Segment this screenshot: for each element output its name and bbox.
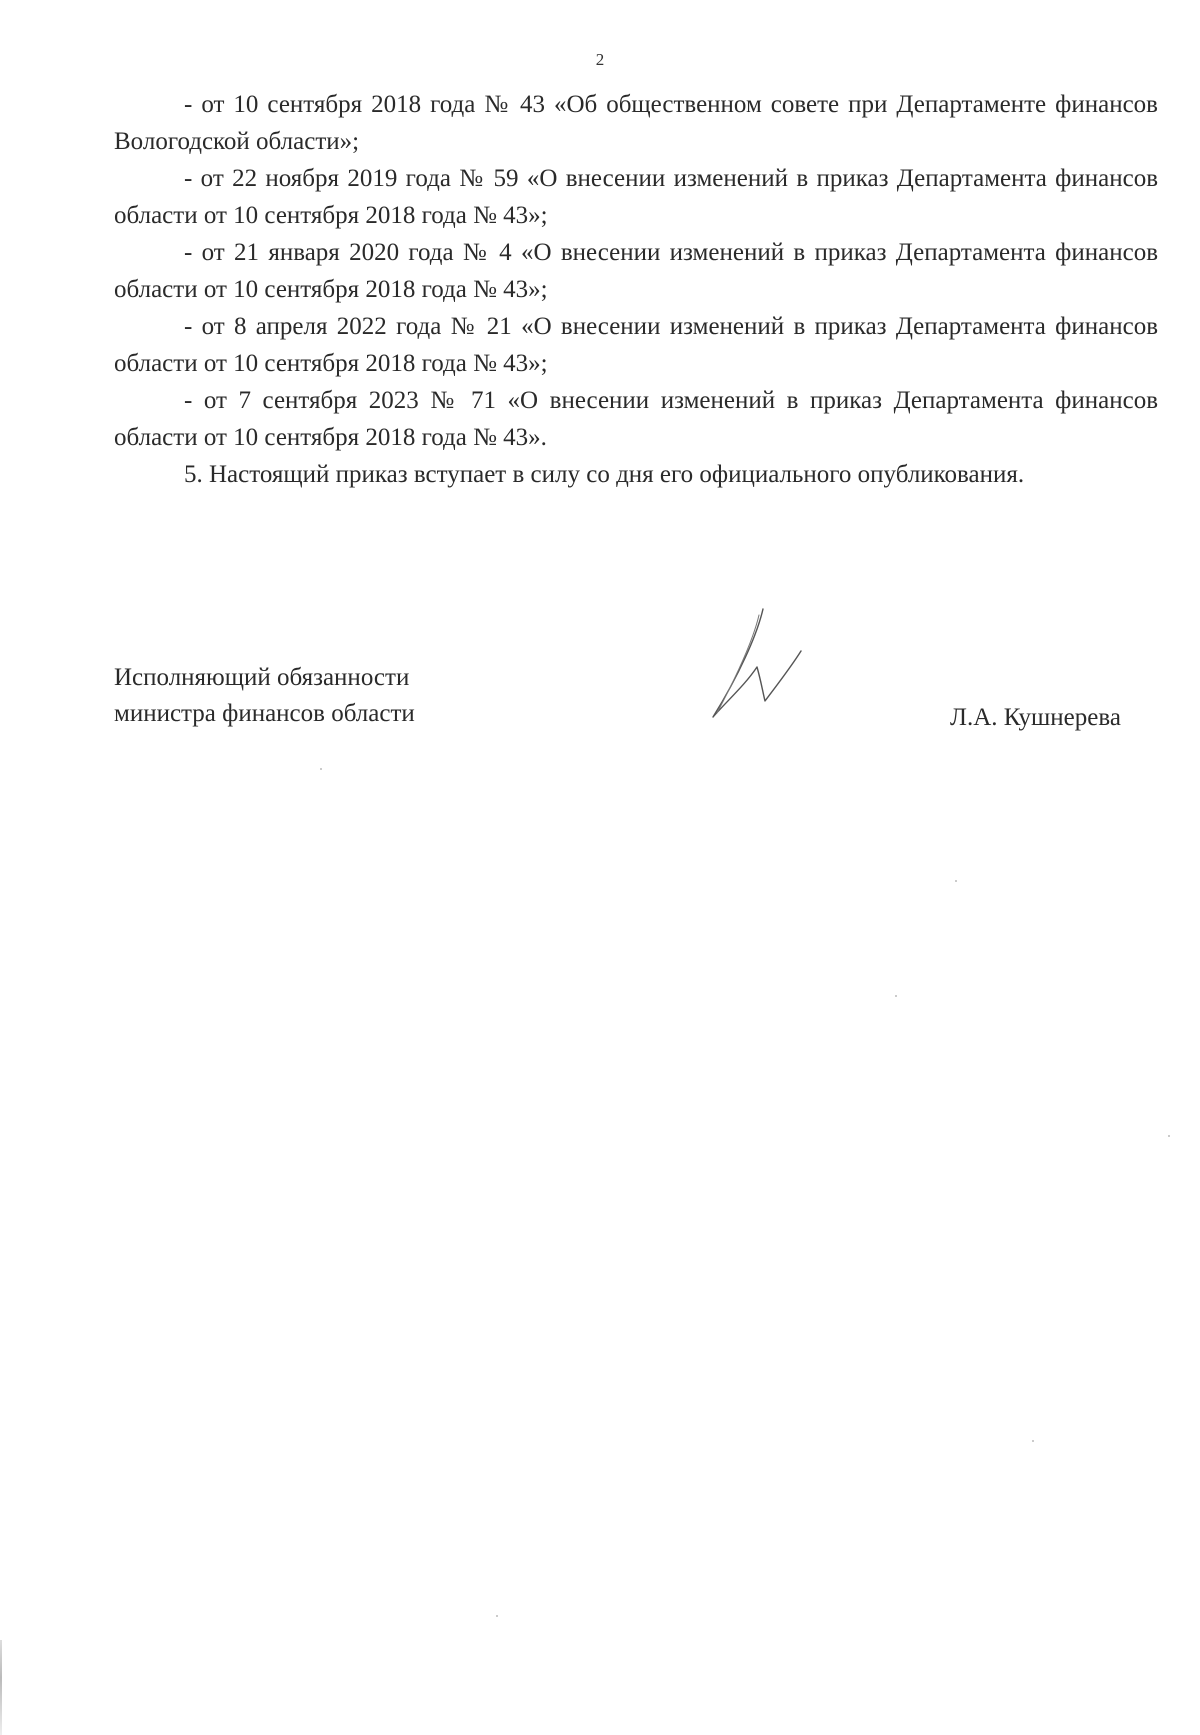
- paragraph-order-2022-21: - от 8 апреля 2022 года № 21 «О внесении изменений в приказ Департамента финансов области от 10 сентября 2018 года № 43»;: [114, 313, 1158, 377]
- paragraph-effective-date: 5. Настоящий приказ вступает в силу со дня его официального опубликования.: [184, 461, 1025, 488]
- scan-edge-mark: [0, 1640, 2, 1735]
- scan-speck: [320, 768, 322, 770]
- document-body: [114, 86, 1158, 493]
- signatory-position-line-2: министра финансов области: [114, 700, 415, 727]
- paragraph-order-2018-43: - от 10 сентября 2018 года № 43 «Об общественном совете при Департаменте финансов Вологодской области»;: [114, 91, 1158, 155]
- scan-speck: [1032, 1440, 1034, 1442]
- paragraph-order-2020-4: - от 21 января 2020 года № 4 «О внесении изменений в приказ Департамента финансов области от 10 сентября 2018 года № 43»;: [114, 239, 1158, 303]
- page-number: 2: [595, 50, 605, 69]
- signatory-position: [114, 660, 415, 732]
- scan-speck: [955, 880, 957, 882]
- signatory-name: Л.А. Кушнерева: [950, 704, 1121, 731]
- handwritten-signature-icon: [705, 605, 805, 725]
- paragraph-order-2023-71: - от 7 сентября 2023 № 71 «О внесении изменений в приказ Департамента финансов области от 10 сентября 2018 года № 43».: [114, 387, 1158, 451]
- scan-speck: [895, 995, 897, 997]
- scan-speck: [1168, 1135, 1170, 1137]
- signatory-position-line-1: Исполняющий обязанности: [114, 664, 410, 691]
- paragraph-order-2019-59: - от 22 ноября 2019 года № 59 «О внесении изменений в приказ Департамента финансов области от 10 сентября 2018 года № 43»;: [114, 165, 1158, 229]
- scan-speck: [496, 1615, 498, 1617]
